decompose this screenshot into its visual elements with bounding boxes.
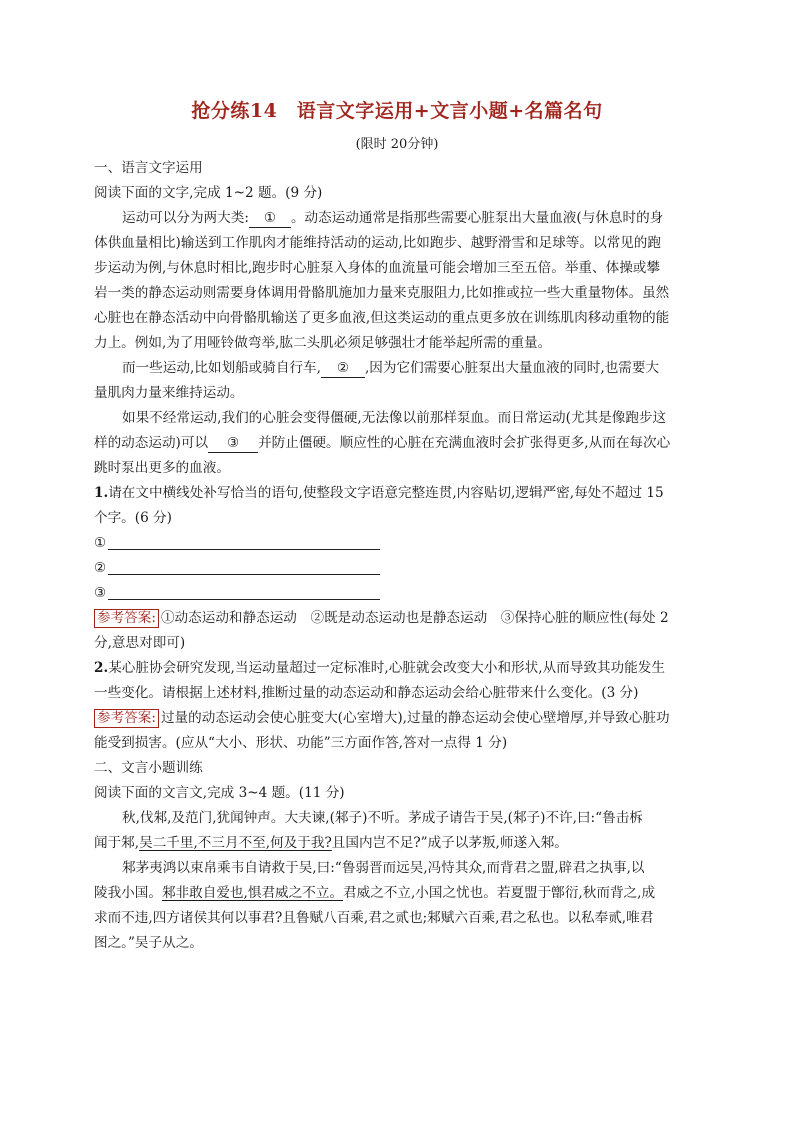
underlined-sentence: 邾非敢自爱也,惧君威之不立。 (161, 885, 344, 901)
answer-input-line[interactable] (108, 557, 380, 575)
passage-text: ,因为它们需要心脏泵出大量血液的同时,也需要大 (364, 360, 660, 376)
passage1-line: 力上。例如,为了用哑铃做弯举,肱二头肌必须足够强壮才能举起所需的重量。 (94, 335, 552, 351)
question-text: 某心脏协会研究发现,当运动量超过一定标准时,心脏就会改变大小和形状,从而导致其功能发生 (108, 660, 665, 676)
classical-text-line: 图之。”吴子从之。 (94, 935, 203, 951)
question-2-cont: 一些变化。请根据上述材料,推断过量的动态运动和静态运动会给心脏带来什么变化。(3 分) (94, 685, 639, 701)
passage-text: 且国内岂不足?”成子以茅叛,师遂入邾。 (331, 835, 568, 851)
section1-instruction: 阅读下面的文字,完成 1~2 题。(9 分) (94, 185, 323, 201)
passage2-line: 量肌肉力量来维持运动。 (94, 385, 244, 401)
answer-line-label: ① (94, 535, 107, 551)
passage-text: 并防止僵硬。顺应性的心脏在充满血液时会扩张得更多,从而在每次心 (258, 435, 671, 451)
passage-text: 运动可以分为两大类: (122, 210, 249, 226)
q2-answer (94, 706, 700, 731)
fill-blank-3: ③ (208, 435, 258, 453)
passage-text: 陵我小国。 (94, 885, 162, 901)
passage1-line: 步运动为例,与休息时相比,跑步时心脏泵入身体的血流量可能会增加三至五倍。举重、体操或攀 (94, 260, 660, 276)
passage1-line: 体供血量相比)输送到工作肌肉才能维持活动的运动,比如跑步、越野滑雪和足球等。以常见的跑 (94, 235, 661, 251)
question-1-cont: 个字。(6 分) (94, 510, 172, 526)
section2-heading: 二、文言小题训练 (94, 760, 203, 776)
passage1-line (94, 206, 700, 231)
answer-text: ①动态运动和静态运动 ②既是动态运动也是静态运动 ③保持心脏的顺应性(每处 2 (160, 610, 669, 626)
classical-text-line (94, 881, 700, 906)
time-limit: (限时 20分钟) (355, 137, 439, 152)
section2-instruction: 阅读下面的文言文,完成 3~4 题。(11 分) (94, 785, 345, 801)
document-body (94, 156, 700, 956)
passage3-line (94, 431, 700, 456)
classical-text-line: 邾茅夷鸿以束帛乘韦自请救于吴,曰:“鲁弱晋而远吴,冯恃其众,而背君之盟,辟君之执事,以 (122, 860, 645, 876)
passage-text: 样的动态运动)可以 (94, 435, 209, 451)
passage-text: 。动态运动通常是指那些需要心脏泵出大量血液(与休息时的身 (290, 210, 664, 226)
passage1-line: 心脏也在静态活动中向骨骼肌输送了更多血液,但这类运动的重点更多放在训练肌肉移动重物的能 (94, 310, 670, 326)
passage1-line: 岩一类的静态运动则需要身体调用骨骼肌施加力量来克服阻力,比如推或拉一些大重量物体。虽然 (94, 285, 670, 301)
section1-heading: 一、语言文字运用 (94, 160, 203, 176)
answer-line-2 (94, 556, 700, 581)
q1-answer-cont: 分,意思对即可) (94, 635, 186, 651)
page-title: 抢分练14 语言文字运用+文言小题+名篇名句 (191, 100, 603, 122)
passage-text: 闻于邾, (94, 835, 140, 851)
answer-input-line[interactable] (108, 582, 380, 600)
question-2 (94, 656, 700, 681)
answer-line-1 (94, 531, 700, 556)
reference-answer-tag: 参考答案: (94, 609, 159, 628)
passage3-line: 如果不经常运动,我们的心脏会变得僵硬,无法像以前那样泵血。而日常运动(尤其是像跑步这 (122, 410, 667, 426)
question-text: 请在文中横线处补写恰当的语句,使整段文字语意完整连贯,内容贴切,逻辑严密,每处不超过 15 (108, 485, 664, 501)
answer-line-3 (94, 581, 700, 606)
passage2-line (94, 356, 700, 381)
question-1 (94, 481, 700, 506)
classical-text-line: 求而不违,四方诸侯其何以事君?且鲁赋八百乘,君之贰也;邾赋六百乘,君之私也。以私奉贰,唯君 (94, 910, 654, 926)
q2-answer-cont: 能受到损害。(应从“大小、形状、功能”三方面作答,答对一点得 1 分) (94, 735, 508, 751)
underlined-sentence: 吴二千里,不三月不至,何及于我? (139, 835, 332, 851)
answer-line-label: ② (94, 560, 107, 576)
fill-blank-2: ② (321, 360, 365, 378)
answer-line-label: ③ (94, 585, 107, 601)
question-number: 1. (94, 485, 109, 501)
fill-blank-1: ① (249, 210, 291, 228)
reference-answer-tag: 参考答案: (94, 709, 159, 728)
answer-text: 过量的动态运动会使心脏变大(心室增大),过量的静态运动会使心壁增厚,并导致心脏功 (160, 710, 670, 726)
classical-text-line (94, 831, 700, 856)
q1-answer (94, 606, 700, 631)
question-number: 2. (94, 660, 109, 676)
passage-text: 君威之不立,小国之忧也。若夏盟于鄫衍,秋而背之,成 (343, 885, 656, 901)
classical-text-line: 秋,伐邾,及范门,犹闻钟声。大夫谏,(邾子)不听。茅成子请告于吴,(邾子)不许,曰:“鲁击柝 (122, 810, 643, 826)
passage3-line: 跳时泵出更多的血液。 (94, 460, 230, 476)
answer-input-line[interactable] (108, 532, 380, 550)
passage-text: 而一些运动,比如划船或骑自行车, (122, 360, 321, 376)
